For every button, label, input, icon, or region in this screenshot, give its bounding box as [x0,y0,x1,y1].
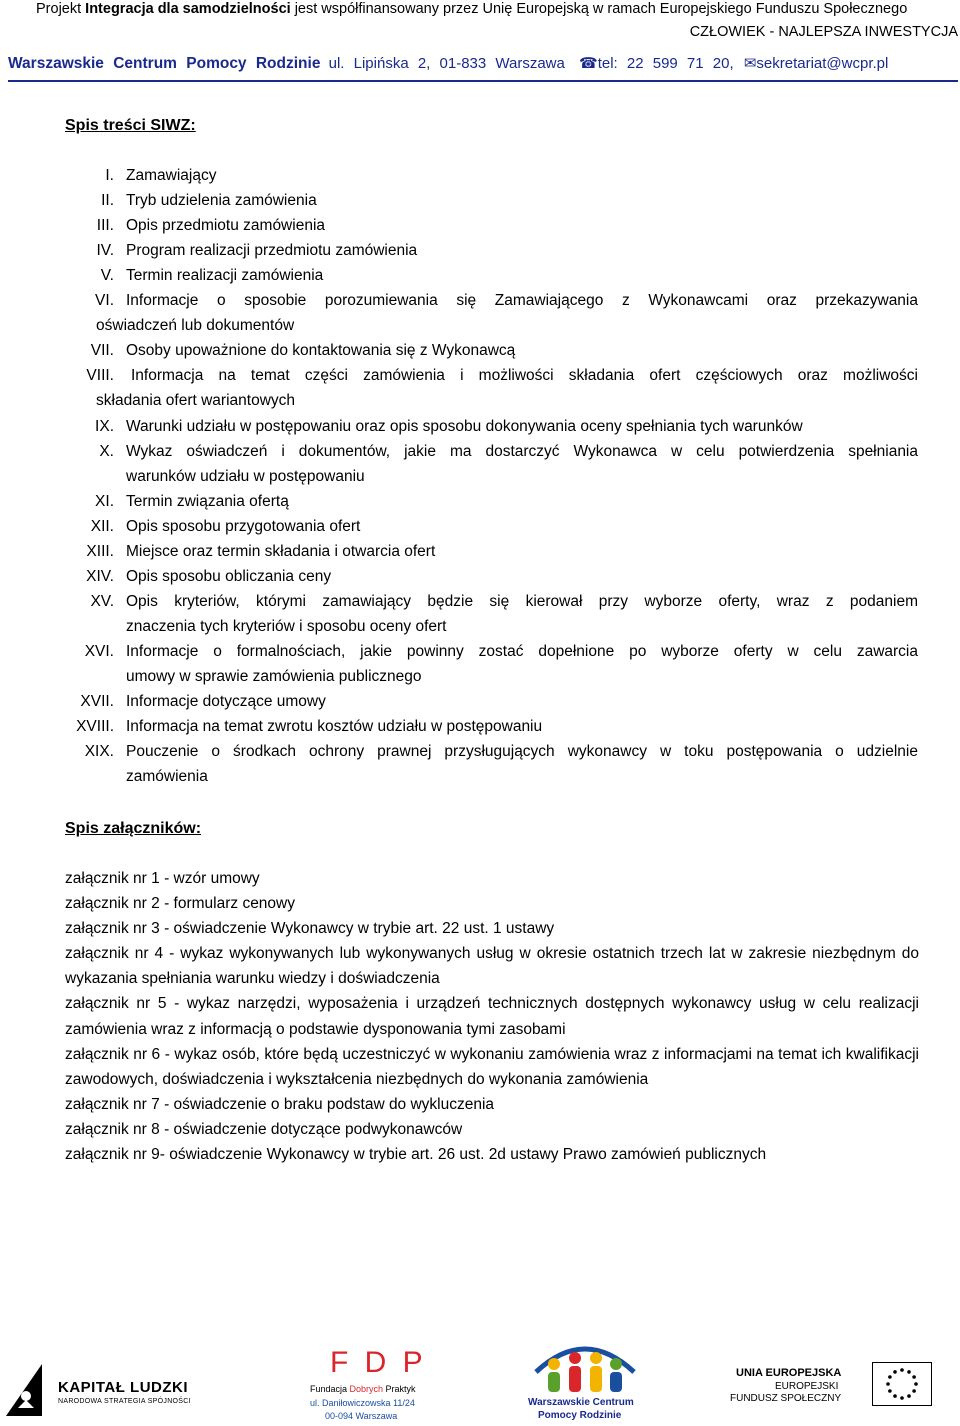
toc-item-text: Informacje o formalnościach, jakie powinny zostać dopełnione po wyborze oferty w celu zawarcia [126,642,918,660]
eu-star-icon [914,1382,918,1386]
attachment-item: załącznik nr 8 - oświadczenie dotyczące podwykonawców [65,1120,463,1138]
toc-item-text: Wykaz oświadczeń i dokumentów, jakie ma dostarczyć Wykonawca w celu potwierdzenia spełniania [126,442,918,460]
eu-star-icon [893,1394,897,1398]
toc-item-continuation: umowy w sprawie zamówienia publicznego [126,667,422,685]
toc-item-continuation: warunków udziału w postępowaniu [126,467,365,485]
wcpr-name-2: Pomocy Rodzinie [538,1410,622,1421]
ue-line-2: EUROPEJSKI [775,1381,839,1392]
eu-star-icon [893,1370,897,1374]
toc-item-text: Zamawiający [126,167,217,184]
toc-item-text: Informacja na temat zwrotu kosztów udziału w postępowaniu [126,718,543,736]
toc-item-continuation: składania ofert wariantowych [96,392,296,410]
eu-star-icon [907,1394,911,1398]
fdp-address-2: 00-094 Warszawa [325,1411,398,1421]
toc-item-text: Program realizacji przedmiotu zamówienia [126,242,418,260]
attachment-item: załącznik nr 9- oświadczenie Wykonawcy w trybie art. 26 ust. 2d ustawy Prawo zamówień publicznych [65,1146,767,1164]
ue-line-1: UNIA EUROPEJSKA [736,1367,842,1379]
header-rule [8,80,958,82]
toc-item-text: Informacje o sposobie porozumiewania się Zamawiającego z Wykonawcami oraz przekazywania [126,292,918,310]
kapital-ludzki-subtitle: NARODOWA STRATEGIA SPÓJNOŚCI [58,1398,191,1405]
attachment-item: załącznik nr 6 - wykaz osób, które będą uczestniczyć w wykonaniu zamówienia wraz z informacjami na temat ich kwalifikacji zawodowych, doświadczenia i wykształcenia niezbędnych do wykonania zamówienia [65,1045,919,1088]
attachment-item: załącznik nr 3 - oświadczenie Wykonawcy w trybie art. 22 ust. 1 ustawy [65,920,555,938]
phone-icon: ☎ [579,55,598,72]
toc-item-continuation: znaczenia tych kryteriów i sposobu oceny ofert [126,617,447,635]
toc-item-text: Osoby upoważnione do kontaktowania się z Wykonawcą [126,342,516,360]
wcpr-logo-icon [530,1332,640,1396]
toc-item-text: Opis kryteriów, którymi zamawiający będzie się kierował przy wyborze oferty, wraz z podaniem [126,592,918,610]
toc-item-number: VIII. [86,367,114,385]
toc-item-text: Informacje dotyczące umowy [126,693,326,711]
toc-item-number: XI. [95,492,114,510]
toc-item-number: XII. [90,517,114,535]
eu-star-icon [912,1389,916,1393]
project-banner [0,0,960,20]
organization-name: Warszawskie Centrum Pomocy Rodzinie [8,55,321,72]
organization-address: ul. Lipińska 2, 01-833 Warszawa [328,55,565,72]
toc-item-number: XVII. [80,693,114,711]
toc-item-text: Miejsce oraz termin składania i otwarcia ofert [126,542,436,560]
toc-item-number: V. [100,267,114,285]
fdp-logo-letters: F D P [330,1346,427,1379]
attachment-item: załącznik nr 2 - formularz cenowy [65,895,295,913]
toc-item-number: XVI. [84,642,114,660]
wcpr-name-1: Warszawskie Centrum [528,1397,634,1408]
footer-logos [0,1330,960,1426]
fdp-name [310,1384,416,1394]
eu-star-icon [888,1375,892,1379]
attachment-item: załącznik nr 1 - wzór umowy [65,870,260,887]
attachments-list [65,866,919,1167]
banner-prefix: Projekt [36,1,86,17]
toc-item-number: IV. [96,242,114,260]
toc-item-number: III. [96,217,114,235]
toc-item-text: Informacja na temat części zamówienia i możliwości składania ofert częściowych oraz możliwości [131,367,918,385]
eu-star-icon [900,1368,904,1372]
toc-item-number: XIX. [84,743,114,761]
fdp-name-3: Praktyk [383,1384,416,1394]
toc-item-text: Warunki udziału w postępowaniu oraz opis sposobu dokonywania oceny spełniania tych warunków [126,417,803,435]
eu-star-icon [886,1382,890,1386]
fdp-name-1: Fundacja [310,1384,350,1394]
contact-line [8,54,958,73]
banner-slogan: CZŁOWIEK - NAJLEPSZA INWESTYCJA [689,24,958,40]
email-address: sekretariat@wcpr.pl [756,55,889,72]
toc-item-text: Termin związania ofertą [126,492,289,510]
toc-item-number: I. [105,167,114,184]
attachment-item: załącznik nr 4 - wykaz wykonywanych lub wykonywanych usług w okresie ostatnich trzech lat w zakresie niezbędnym do wykazania spełniania warunku wiedzy i doświadczenia [65,945,919,988]
attachment-item: załącznik nr 7 - oświadczenie o braku podstaw do wykluczenia [65,1095,495,1113]
ue-line-3: FUNDUSZ SPOŁECZNY [730,1393,842,1404]
kapital-ludzki-title: KAPITAŁ LUDZKI [58,1379,189,1396]
eu-star-icon [900,1396,904,1400]
toc-item-number: XVIII. [76,718,114,736]
fdp-address-1: ul. Daniłowiczowska 11/24 [310,1398,415,1408]
toc-item-number: XV. [90,592,114,610]
toc-item-number: II. [101,192,114,210]
envelope-icon: ✉ [743,55,757,72]
toc-item-continuation: oświadczeń lub dokumentów [96,317,295,335]
toc-item-number: VII. [90,342,114,360]
toc-item-text: Tryb udzielenia zamówienia [126,192,317,210]
attachments-title: Spis załączników: [65,820,202,837]
eu-star-icon [907,1370,911,1374]
attachment-item: załącznik nr 5 - wykaz narzędzi, wyposażenia i urządzeń technicznych dostępnych wykonawcy usług w celu realizacji zamówienia wraz z informacją o podstawie dysponowania tymi zasobami [65,995,919,1038]
toc-item-text: Opis sposobu przygotowania ofert [126,517,361,535]
banner-suffix: jest współfinansowany przez Unię Europejską w ramach Europejskiego Funduszu Społecznego [290,1,908,17]
toc-item-number: IX. [95,417,114,435]
fdp-name-2: Dobrych [349,1384,384,1394]
toc-item-text: Termin realizacji zamówienia [126,267,324,285]
toc-title: Spis treści SIWZ: [65,117,196,134]
toc-item-text: Opis sposobu obliczania ceny [126,567,332,585]
toc-item-number: VI. [95,292,114,310]
kapital-ludzki-logo-icon [4,1362,44,1418]
eu-star-icon [888,1389,892,1393]
eu-star-icon [912,1375,916,1379]
toc-item-continuation: zamówienia [126,768,208,786]
phone-number: tel: 22 599 71 20, [597,55,734,72]
toc-item-text: Pouczenie o środkach ochrony prawnej przysługujących wykonawcy w toku postępowania o udzielnie [126,743,918,761]
banner-project-name: Integracja dla samodzielności [85,1,291,17]
eu-flag-icon [872,1362,932,1406]
toc-item-number: XIII. [86,542,114,560]
toc-item-number: XIV. [86,567,114,585]
toc-item-number: X. [99,442,114,460]
toc-item-text: Opis przedmiotu zamówienia [126,217,326,235]
